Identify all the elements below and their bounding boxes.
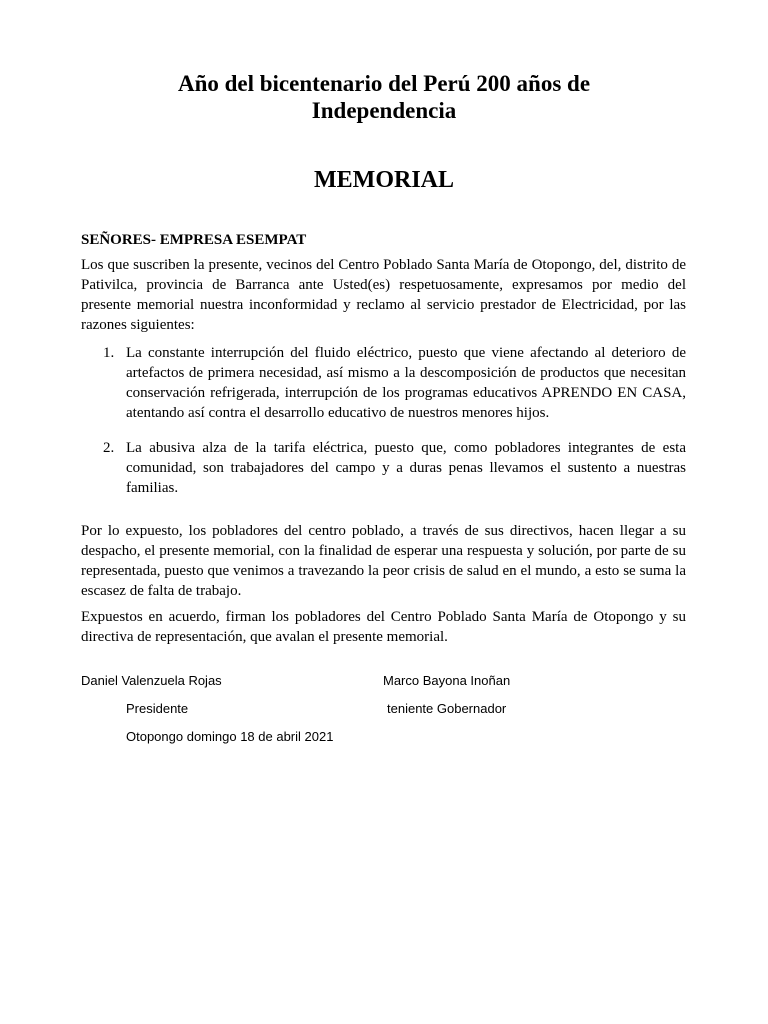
reason-item-2 bbox=[81, 438, 686, 498]
signer-2-name: Marco Bayona Inoñan bbox=[383, 673, 511, 688]
document-title: MEMORIAL bbox=[314, 167, 454, 193]
intro-paragraph: Los que suscriben la presente, vecinos del Centro Poblado Santa María de Otopongo, del, distrito de Pativilca, provincia de Barranca ante Usted(es) respetuosamente, expresamos por medio del presente memorial nuestra inconformidad y reclamo al servicio prestador de Electricidad, por las razones siguientes: bbox=[81, 257, 686, 333]
reason-text: La constante interrupción del fluido eléctrico, puesto que viene afectando al deterioro de artefactos de primera necesidad, así mismo a la descomposición de productos que necesitan conservación refrigerada, interrupción de los programas educativos APRENDO EN CASA, atentando así contra el desarrollo educativo de nuestros menores hijos. bbox=[126, 345, 686, 421]
reason-number: 2. bbox=[103, 440, 115, 456]
reason-item-1 bbox=[81, 343, 686, 423]
signer-2-role: teniente Gobernador bbox=[387, 701, 507, 716]
addressee: SEÑORES- EMPRESA ESEMPAT bbox=[81, 232, 307, 248]
place-date: Otopongo domingo 18 de abril 2021 bbox=[126, 729, 334, 744]
signer-1-role: Presidente bbox=[126, 701, 189, 716]
closing-paragraph: Expuestos en acuerdo, firman los pobladores del Centro Poblado Santa María de Otopongo y su directiva de representación, que avalan el presente memorial. bbox=[81, 609, 686, 645]
year-title: Año del bicentenario del Perú 200 años de Independencia bbox=[177, 71, 591, 123]
reason-number: 1. bbox=[103, 345, 115, 361]
reason-text: La abusiva alza de la tarifa eléctrica, puesto que, como pobladores integrantes de esta comunidad, son trabajadores del campo y a duras penas llevamos el sustento a nuestras familias. bbox=[126, 440, 686, 496]
conclusion-paragraph: Por lo expuesto, los pobladores del centro poblado, a través de sus directivos, hacen llegar a su despacho, el presente memorial, con la finalidad de esperar una respuesta y solución, por parte de su representada, puesto que venimos a travezando la peor crisis de salud en el mundo, a esto se suma la escasez de falta de trabajo. bbox=[81, 523, 686, 599]
signer-1-name: Daniel Valenzuela Rojas bbox=[81, 673, 222, 688]
